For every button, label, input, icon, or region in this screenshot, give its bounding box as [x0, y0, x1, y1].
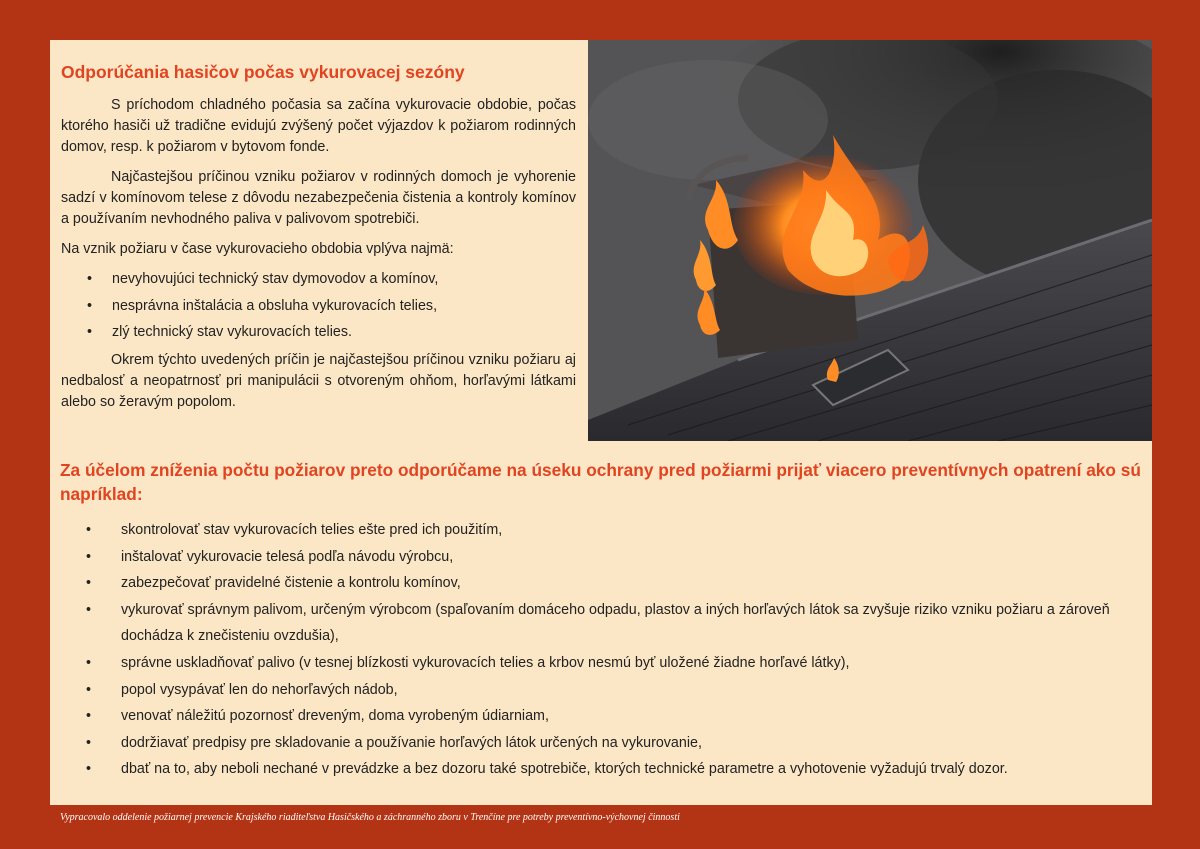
- list-item: [50, 570, 1152, 597]
- intro-paragraph-4: Okrem týchto uvedených príčin je najčastejšou príčinou vzniku požiaru aj nedbalosť a neopatrnosť pri manipulácii s otvoreným ohňom, horľavými látkami alebo so žeravým popolom.: [61, 351, 576, 410]
- measures-heading: Za účelom zníženia počtu požiarov preto odporúčame na úseku ochrany pred požiarmi prijať viacero preventívnych opatrení ako sú napríklad:: [60, 460, 1141, 504]
- intro-section: [61, 95, 576, 422]
- list-item: [61, 319, 576, 346]
- list-item-text: skontrolovať stav vykurovacích telies ešte pred ich použitím,: [121, 522, 503, 538]
- list-item: [61, 266, 576, 293]
- list-item: [50, 703, 1152, 730]
- list-item-text: popol vysypávať len do nehorľavých nádob,: [121, 681, 398, 698]
- bullet-icon: •: [86, 681, 92, 698]
- causes-list: [61, 266, 576, 346]
- bullet-icon: •: [87, 271, 93, 287]
- bullet-icon: •: [87, 324, 93, 340]
- content-panel: [50, 40, 1152, 805]
- chimney-fire-photo: [588, 40, 1152, 441]
- list-item: [50, 650, 1152, 677]
- page-title: Odporúčania hasičov počas vykurovacej sezóny: [61, 62, 465, 82]
- list-item-text: zabezpečovať pravidelné čistenie a kontrolu komínov,: [121, 575, 461, 592]
- list-item: [50, 517, 1152, 544]
- bullet-icon: •: [87, 297, 93, 314]
- list-item: [50, 544, 1152, 571]
- list-item-text: zlý technický stav vykurovacích telies.: [112, 324, 352, 340]
- measures-list: [50, 517, 1152, 783]
- list-item: [50, 756, 1152, 783]
- list-item: [50, 597, 1152, 650]
- bullet-icon: •: [86, 522, 92, 538]
- bullet-icon: •: [86, 761, 92, 778]
- list-item-text: inštalovať vykurovacie telesá podľa návodu výrobcu,: [121, 548, 454, 565]
- list-item-text: správne uskladňovať palivo (v tesnej blízkosti vykurovacích telies a krbov nesmú byť uložené žiadne horľavé látky),: [121, 654, 850, 671]
- intro-paragraph-1: S príchodom chladného počasia sa začína vykurovacie obdobie, počas ktorého hasiči už tradične evidujú zvýšený počet výjazdov k požiarom rodinných domov, resp. k požiarom v bytovom fonde.: [61, 97, 576, 155]
- chimney-fire-illustration: [588, 40, 1152, 441]
- list-item-text: dbať na to, aby neboli nechané v prevádzke a bez dozoru také spotrebiče, ktorých technické parametre a vyhotovenie vyžadujú trvalý dozor.: [121, 761, 1008, 778]
- list-item-text: dodržiavať predpisy pre skladovanie a používanie horľavých látok určených na vykurovanie,: [121, 734, 702, 751]
- list-item-text: nesprávna inštalácia a obsluha vykurovacích telies,: [112, 297, 438, 314]
- list-item: [50, 677, 1152, 704]
- list-item: [61, 293, 576, 320]
- bullet-icon: •: [86, 548, 92, 565]
- bullet-icon: •: [86, 708, 92, 725]
- footer-credit: Vypracovalo oddelenie požiarnej prevencie Krajského riaditeľstva Hasičského a záchranného zboru v Trenčíne pre potreby preventívno-výchovnej činnosti: [60, 812, 680, 823]
- causes-intro: Na vznik požiaru v čase vykurovacieho obdobia vplýva najmä:: [61, 241, 454, 257]
- bullet-icon: •: [86, 575, 92, 592]
- list-item: [50, 730, 1152, 757]
- list-item-text: venovať náležitú pozornosť dreveným, doma vyrobeným údiarniam,: [121, 708, 549, 725]
- bullet-icon: •: [86, 601, 92, 618]
- intro-paragraph-2: Najčastejšou príčinou vzniku požiarov v rodinných domoch je vyhorenie sadzí v komínovom telese z dôvodu nezabezpečenia čistenia a kontroly komínov a používaním nevhodného paliva v palivovom spotrebiči.: [61, 169, 576, 227]
- list-item-text: nevyhovujúci technický stav dymovodov a komínov,: [112, 271, 439, 287]
- bullet-icon: •: [86, 654, 92, 671]
- bullet-icon: •: [86, 734, 92, 751]
- list-item-text: vykurovať správnym palivom, určeným výrobcom (spaľovaním domáceho odpadu, plastov a iných horľavých látok sa zvyšuje riziko vzniku požiaru a zároveň dochádza k znečisteniu ovzdušia),: [121, 601, 1110, 645]
